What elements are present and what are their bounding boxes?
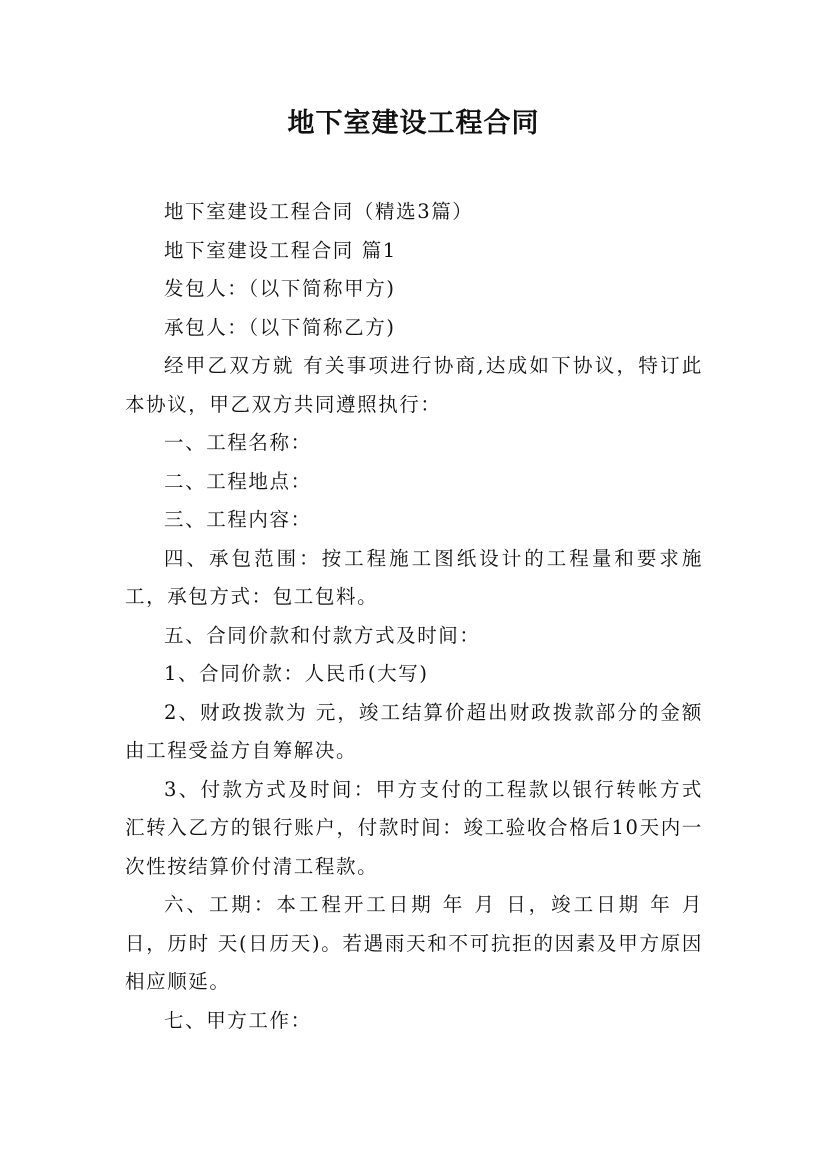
paragraph-section-heading: 地下室建设工程合同 篇1 [164,238,397,262]
paragraph-project-content: 三、工程内容： [164,508,312,531]
paragraph-collection-title: 地下室建设工程合同（精选3篇） [164,200,474,223]
paragraph-contract-price: 1、合同价款：人民币(大写) [164,662,429,685]
paragraph-contractor: 承包人：（以下简称乙方) [164,315,396,339]
paragraph-schedule: 六、工期：本工程开工日期 年 月 日，竣工日期 年 月 日，历时 天(日历天)。若遇雨天和不可抗拒的因素及甲方原因相应顺延。 [125,893,703,993]
paragraph-employer-duties: 七、甲方工作： [164,1008,312,1032]
document-title: 地下室建设工程合同 [287,108,540,139]
document-body [125,193,703,1040]
paragraph-project-name: 一、工程名称： [164,431,312,454]
paragraph-payment-method: 3、付款方式及时间：甲方支付的工程款以银行转帐方式汇转入乙方的银行账户，付款时间：竣工验收合格后10天内一次性按结算价付清工程款。 [125,777,703,878]
paragraph-payment-heading: 五、合同价款和付款方式及时间： [164,623,481,647]
paragraph-preamble: 经甲乙双方就 有关事项进行协商,达成如下协议，特订此本协议，甲乙双方共同遵照执行： [125,354,703,416]
paragraph-employer: 发包人：（以下简称甲方) [164,277,396,300]
paragraph-financial-allocation: 2、财政拨款为 元，竣工结算价超出财政拨款部分的金额由工程受益方自筹解决。 [125,700,703,762]
paragraph-project-location: 二、工程地点： [164,469,312,493]
paragraph-contract-scope: 四、承包范围：按工程施工图纸设计的工程量和要求施工，承包方式：包工包料。 [125,546,703,608]
